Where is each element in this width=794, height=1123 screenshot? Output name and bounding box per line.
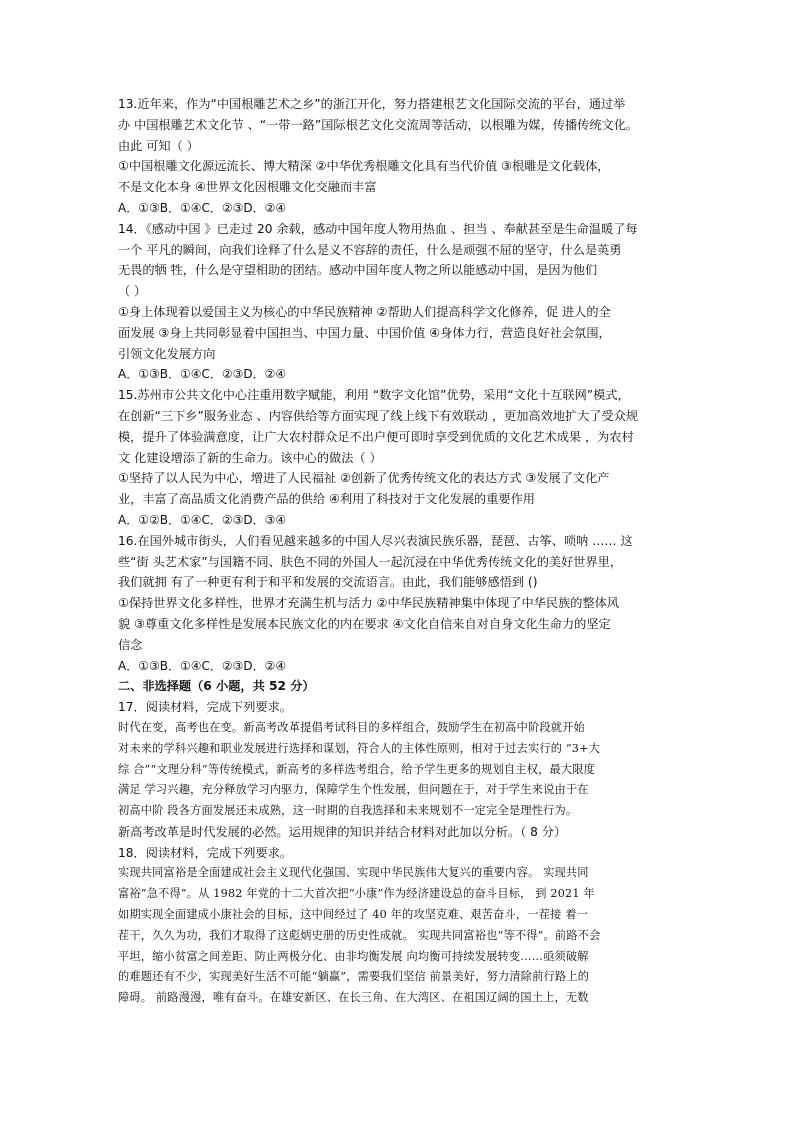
- question-18-material-line: 障碍。 前路漫漫，唯有奋斗。在雄安新区、在长三角、在大湾区、在祖国辽阔的国土上，无数: [118, 991, 589, 1005]
- question-18-material-line: 富裕“急不得”。从 1982 年党的十二大首次把“小康”作为经济建设总的奋斗目标， 到 2021 年: [118, 887, 595, 901]
- question-17: [118, 697, 678, 843]
- question-17-prompt: 新高考改革是时代发展的必然。运用规律的知识并结合材料对此加以分析。（ 8 分）: [118, 824, 567, 839]
- question-18-material-line: 茬干，久久为功，我们才取得了这彪炳史册的历史性成就。 实现共同富裕也“等不得”。前路不会: [118, 928, 601, 942]
- question-17-material-line: 初高中阶 段各方面发展还未成熟，这一时期的自我选择和未来规划不一定完全是理性行为。: [118, 804, 578, 818]
- question-15: [118, 385, 678, 531]
- question-16-stem-line: 我们就拥 有了一种更有利于和平和发展的交流语言。由此，我们能够感悟到 (): [118, 575, 538, 590]
- question-13-option-line: ①中国根雕文化源远流长、博大精深 ②中华优秀根雕文化具有当代价值 ③根雕是文化载体，: [118, 159, 610, 174]
- question-16-option-line: ①保持世界文化多样性，世界才充满生机与活力 ②中华民族精神集中体现了中华民族的整体风: [118, 596, 620, 611]
- question-15-option-line: ①坚持了以人民为中心，增进了人民福祉 ②创新了优秀传统文化的表达方式 ③发展了文化产: [118, 471, 610, 486]
- question-14-stem-line: 14．《感动中国 》已走过 20 余载，感动中国年度人物用热血 、担当 、奉献甚至是生命温暖了每: [118, 221, 638, 236]
- question-13: [118, 94, 678, 219]
- question-17-material-line: 时代在变，高考也在变。新高考改革提倡考试科目的多样组合，鼓励学生在初高中阶段就开始: [118, 720, 585, 734]
- question-15-stem-line: 在创新“三下乡”服务业态 、内容供给等方面实现了线上线下有效联动 ，更加高效地扩大了受众规: [118, 408, 639, 423]
- question-14-option-line: 面发展 ③身上共同彰显着中国担当、中国力量、中国价值 ④身体力行，营造良好社会氛围，: [118, 325, 611, 340]
- question-16-stem-line: 些“街 头艺术家”与国籍不同、肤色不同的外国人一起沉浸在中华优秀传统文化的美好世界里，: [118, 554, 623, 569]
- question-16-answer-choices: A．①③B．①④C．②③D．②④: [118, 658, 287, 673]
- question-16-option-line: 貌 ③尊重文化多样性是发展本民族文化的内在要求 ④文化自信来自对自身文化生命力的坚定: [118, 616, 611, 631]
- question-18-material-line: 平坦，缩小贫富之间差距、防止两极分化、由非均衡发展 向均衡可持续发展转变……亟须破解: [118, 949, 589, 963]
- question-13-answer-choices: A．①③B．①④C．②③D．②④: [118, 200, 287, 215]
- question-14-stem-line: 一个 平凡的瞬间，向我们诠释了什么是义不容辞的责任，什么是顽强不屈的坚守，什么是英勇: [118, 242, 622, 257]
- question-15-answer-choices: A．①②B．①④C．②③D．③④: [118, 512, 287, 527]
- question-18: [118, 843, 678, 1009]
- exam-page: [118, 94, 678, 1009]
- question-14-stem-line: 无畏的牺 牲，什么是守望相助的团结。感动中国年度人物之所以能感动中国，是因为他们: [118, 263, 598, 278]
- question-17-material-line: 满足 学习兴趣，充分释放学习内驱力，保障学生个性发展，但问题在于，对于学生来说由于在: [118, 783, 589, 797]
- question-14-answer-choices: A．①③B．①④C．②③D．②④: [118, 367, 287, 382]
- question-18-material-line: 的难题还有不少，实现美好生活不可能“躺赢”，需要我们坚信 前景美好，努力清除前行路上的: [118, 970, 590, 984]
- question-18-intro: 18．阅读材料，完成下列要求。: [118, 845, 292, 860]
- question-14-stem-line: （ ）: [118, 284, 147, 299]
- question-14-option-line: ①身上体现着以爱国主义为核心的中华民族精神 ②帮助人们提高科学文化修养，促 进人的全: [118, 304, 611, 319]
- question-16-stem-line: 16.在国外城市街头，人们看见越来越多的中国人尽兴表演民族乐器，琵琶、古筝、唢呐 …… 这: [118, 533, 633, 548]
- question-15-stem-line: 15.苏州市公共文化中心注重用数字赋能，利用 “数字文化馆”优势，采用“文化十互联网”模式，: [118, 388, 630, 403]
- question-13-stem-line: 办 中国根雕艺术文化节 、“一带一路”国际根艺文化交流周等活动，以根雕为媒，传播传统文化。: [118, 117, 639, 132]
- question-13-option-line: 不是文化本身 ④世界文化因根雕文化交融而丰富: [118, 180, 377, 195]
- question-16: [118, 531, 678, 677]
- question-17-material-line: 对未来的学科兴趣和职业发展进行选择和谋划，符合人的主体性原则，相对于过去实行的 “3+大: [118, 741, 601, 755]
- question-16-option-line: 信念: [118, 637, 143, 652]
- question-14: [118, 219, 678, 385]
- question-13-stem-line: 由此 可知（ ）: [118, 138, 199, 153]
- question-15-stem-line: 模，提升了体验满意度，让广大农村群众足不出户便可即时享受到优质的文化艺术成果 ，为农村: [118, 429, 634, 444]
- question-18-material-line: 实现共同富裕是全面建成社会主义现代化强国、实现中华民族伟大复兴的重要内容。 实现共同: [118, 866, 589, 880]
- section-2-heading: 二、非选择题（6 小题，共 52 分）: [118, 679, 315, 694]
- question-15-stem-line: 文 化建设增添了新的生命力。该中心的做法（ ）: [118, 450, 382, 465]
- question-17-intro: 17．阅读材料，完成下列要求。: [118, 700, 292, 715]
- question-13-stem-line: 13.近年来，作为“中国根雕艺术之乡”的浙江开化，努力搭建根艺文化国际交流的平台，通过举: [118, 97, 626, 111]
- question-14-option-line: 引领文化发展方向: [118, 346, 216, 361]
- question-15-option-line: 业，丰富了高品质文化消费产品的供给 ④利用了科技对于文化发展的重要作用: [118, 492, 535, 507]
- question-17-material-line: 综 合”“文理分科”等传统模式，新高考的多样选考组合，给予学生更多的规划自主权，最大限度: [118, 762, 596, 776]
- question-18-material-line: 如期实现全面建成小康社会的目标，这中间经过了 40 年的攻坚克难、艰苦奋斗，一茬接 着一: [118, 908, 589, 922]
